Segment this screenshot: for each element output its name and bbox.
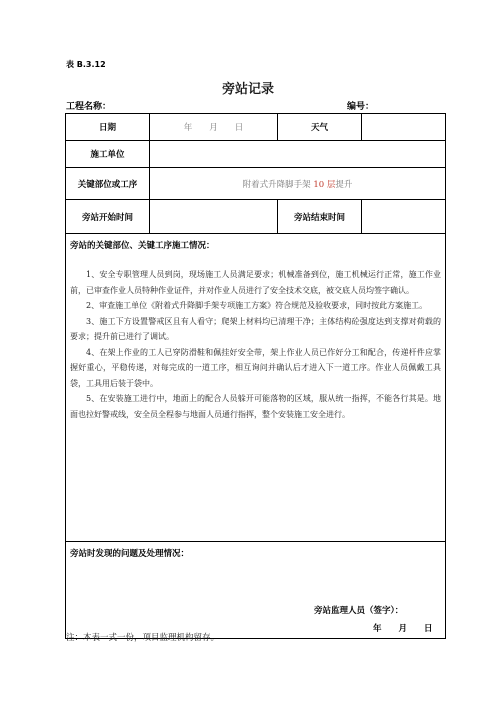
table-number: 表 B.3.12 [66, 60, 106, 69]
weather-label: 天气 [278, 114, 362, 141]
project-name-label: 工程名称： [66, 102, 112, 112]
situation-paragraph: 3、施工下方设置警戒区且有人看守；爬架上材料均已清理干净；主体结构砼强度达到支撑对荷载的要求；提升前已进行了调试。 [70, 316, 441, 341]
situation-paragraph: 1、安全专职管理人员到岗，现场施工人员满足要求；机械准备到位，施工机械运行正常，施工作业前，已审查作业人员特种作业证件，并对作业人员进行了安全技术交底，被交底人员均签字确认。 [70, 270, 441, 295]
start-time-value[interactable] [150, 200, 278, 234]
serial-number-label: 编号： [347, 102, 375, 112]
date-label: 日期 [66, 114, 150, 141]
situation-paragraph: 2、审查施工单位《附着式升降脚手架专项施工方案》符合规范及验收要求，同时按此方案施工。 [86, 301, 428, 310]
document-title: 旁站记录 [221, 82, 274, 97]
situation-title: 旁站的关键部位、关键工序施工情况： [70, 241, 215, 251]
situation-paragraphs [70, 267, 441, 422]
problems-section [66, 542, 446, 639]
problems-title: 旁站时发现的问题及处理情况： [70, 549, 190, 559]
footnote: 注：本表一式一份，项目监理机构留存。 [66, 633, 220, 643]
end-time-value[interactable] [362, 200, 446, 234]
key-part-prefix: 附着式升降脚手架 [242, 179, 311, 190]
key-part-floor: 10 层 [313, 179, 336, 190]
key-part-suffix: 提升 [335, 179, 353, 190]
situation-paragraph: 5、在安装施工进行中，地面上的配合人员躲开可能落物的区域，服从统一指挥，不能各行其是。地面也拉好警戒线，安全员全程参与地面人员通行指挥，整个安装施工安全进行。 [70, 394, 441, 419]
signature-date: 年 月 日 [373, 624, 433, 634]
construction-unit-value[interactable] [150, 141, 446, 168]
signature-label: 旁站监理人员（签字）： [314, 606, 404, 616]
end-time-label: 旁站结束时间 [278, 200, 362, 234]
construction-unit-label: 施工单位 [66, 141, 150, 168]
key-part-value[interactable] [150, 168, 446, 200]
key-part-label: 关键部位或工序 [66, 168, 150, 200]
situation-section [66, 234, 446, 542]
situation-paragraph: 4、在架上作业的工人已穿防滑鞋和佩挂好安全带，架上作业人员已作好分工和配合，传递杆件应掌握好重心，平稳传递，对每完成的一道工序，相互询问并确认后才进入下一道工序。作业人员佩戴工具袋，工具用后装于袋中。 [70, 347, 441, 388]
date-value[interactable]: 年 月 日 [150, 114, 278, 141]
start-time-label: 旁站开始时间 [66, 200, 150, 234]
inspection-record-table [65, 113, 446, 639]
weather-value[interactable] [362, 114, 446, 141]
